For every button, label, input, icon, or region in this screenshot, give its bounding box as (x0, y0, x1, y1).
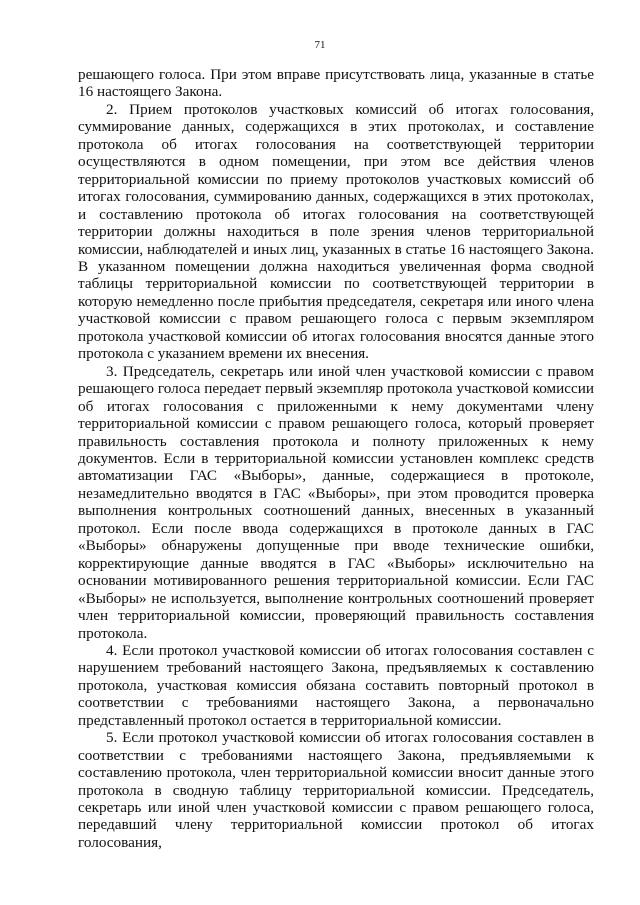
paragraph-item-2: 2. Прием протоколов участковых комиссий об итогах голосования, суммирование данных, содержащихся в этих протоколах, и составление протокола об итогах голосования на соответствующей территории осуществляются в одном помещении, при этом все действия членов территориальной комиссии по приему протоколов участковых комиссий об итогах голосования, суммированию данных, содержащихся в этих протоколах, и составлению протокола об итогах голосования на соответствующей территории должны находиться в поле зрения членов территориальной комиссии, наблюдателей и иных лиц, указанных в статье 16 настоящего Закона. В указанном помещении должна находиться увеличенная форма сводной таблицы территориальной комиссии по соответствующей территории в которую немедленно после прибытия председателя, секретаря или иного члена участковой комиссии с правом решающего голоса с первым экземпляром протокола участковой комиссии об итогах голосования вносятся данные этого протокола с указанием времени их внесения. (78, 100, 594, 363)
paragraph-continuation: решающего голоса. При этом вправе присутствовать лица, указанные в статье 16 настоящего Закона. (78, 66, 594, 101)
page-number: 71 (314, 39, 326, 51)
paragraph-item-4: 4. Если протокол участковой комиссии об итогах голосования составлен с нарушением требований настоящего Закона, предъявляемых к составлению протокола, участковая комиссия обязана составить повторный протокол в соответствии с требованиями настоящего Закона, а первоначально представленный протокол остается в территориальной комиссии. (78, 641, 594, 729)
document-body (78, 66, 594, 851)
paragraph-item-3: 3. Председатель, секретарь или иной член участковой комиссии с правом решающего голоса передает первый экземпляр протокола участковой комиссии об итогах голосования с приложенными к нему документами члену территориальной комиссии с правом решающего голоса, который проверяет правильность составления протокола и полноту приложенных к нему документов. Если в территориальной комиссии установлен комплекс средств автоматизации ГАС «Выборы», данные, содержащиеся в протоколе, незамедлительно вводятся в ГАС «Выборы», при этом проводится проверка выполнения контрольных соотношений данных, внесенных в указанный протокол. Если после ввода содержащихся в протоколе данных в ГАС «Выборы» обнаружены допущенные при вводе технические ошибки, корректирующие данные вводятся в ГАС «Выборы» исключительно на основании мотивированного решения территориальной комиссии. Если ГАС «Выборы» не используется, выполнение контрольных соотношений проверяет член территориальной комиссии, проверяющий правильность составления протокола. (78, 362, 594, 642)
paragraph-item-5: 5. Если протокол участковой комиссии об итогах голосования составлен в соответствии с требованиями настоящего Закона, предъявляемыми к составлению протокола, член территориальной комиссии вносит данные этого протокола в сводную таблицу территориальной комиссии. Председатель, секретарь или иной член участковой комиссии с правом решающего голоса, передавший члену территориальной комиссии протокол об итогах голосования, (78, 729, 594, 851)
